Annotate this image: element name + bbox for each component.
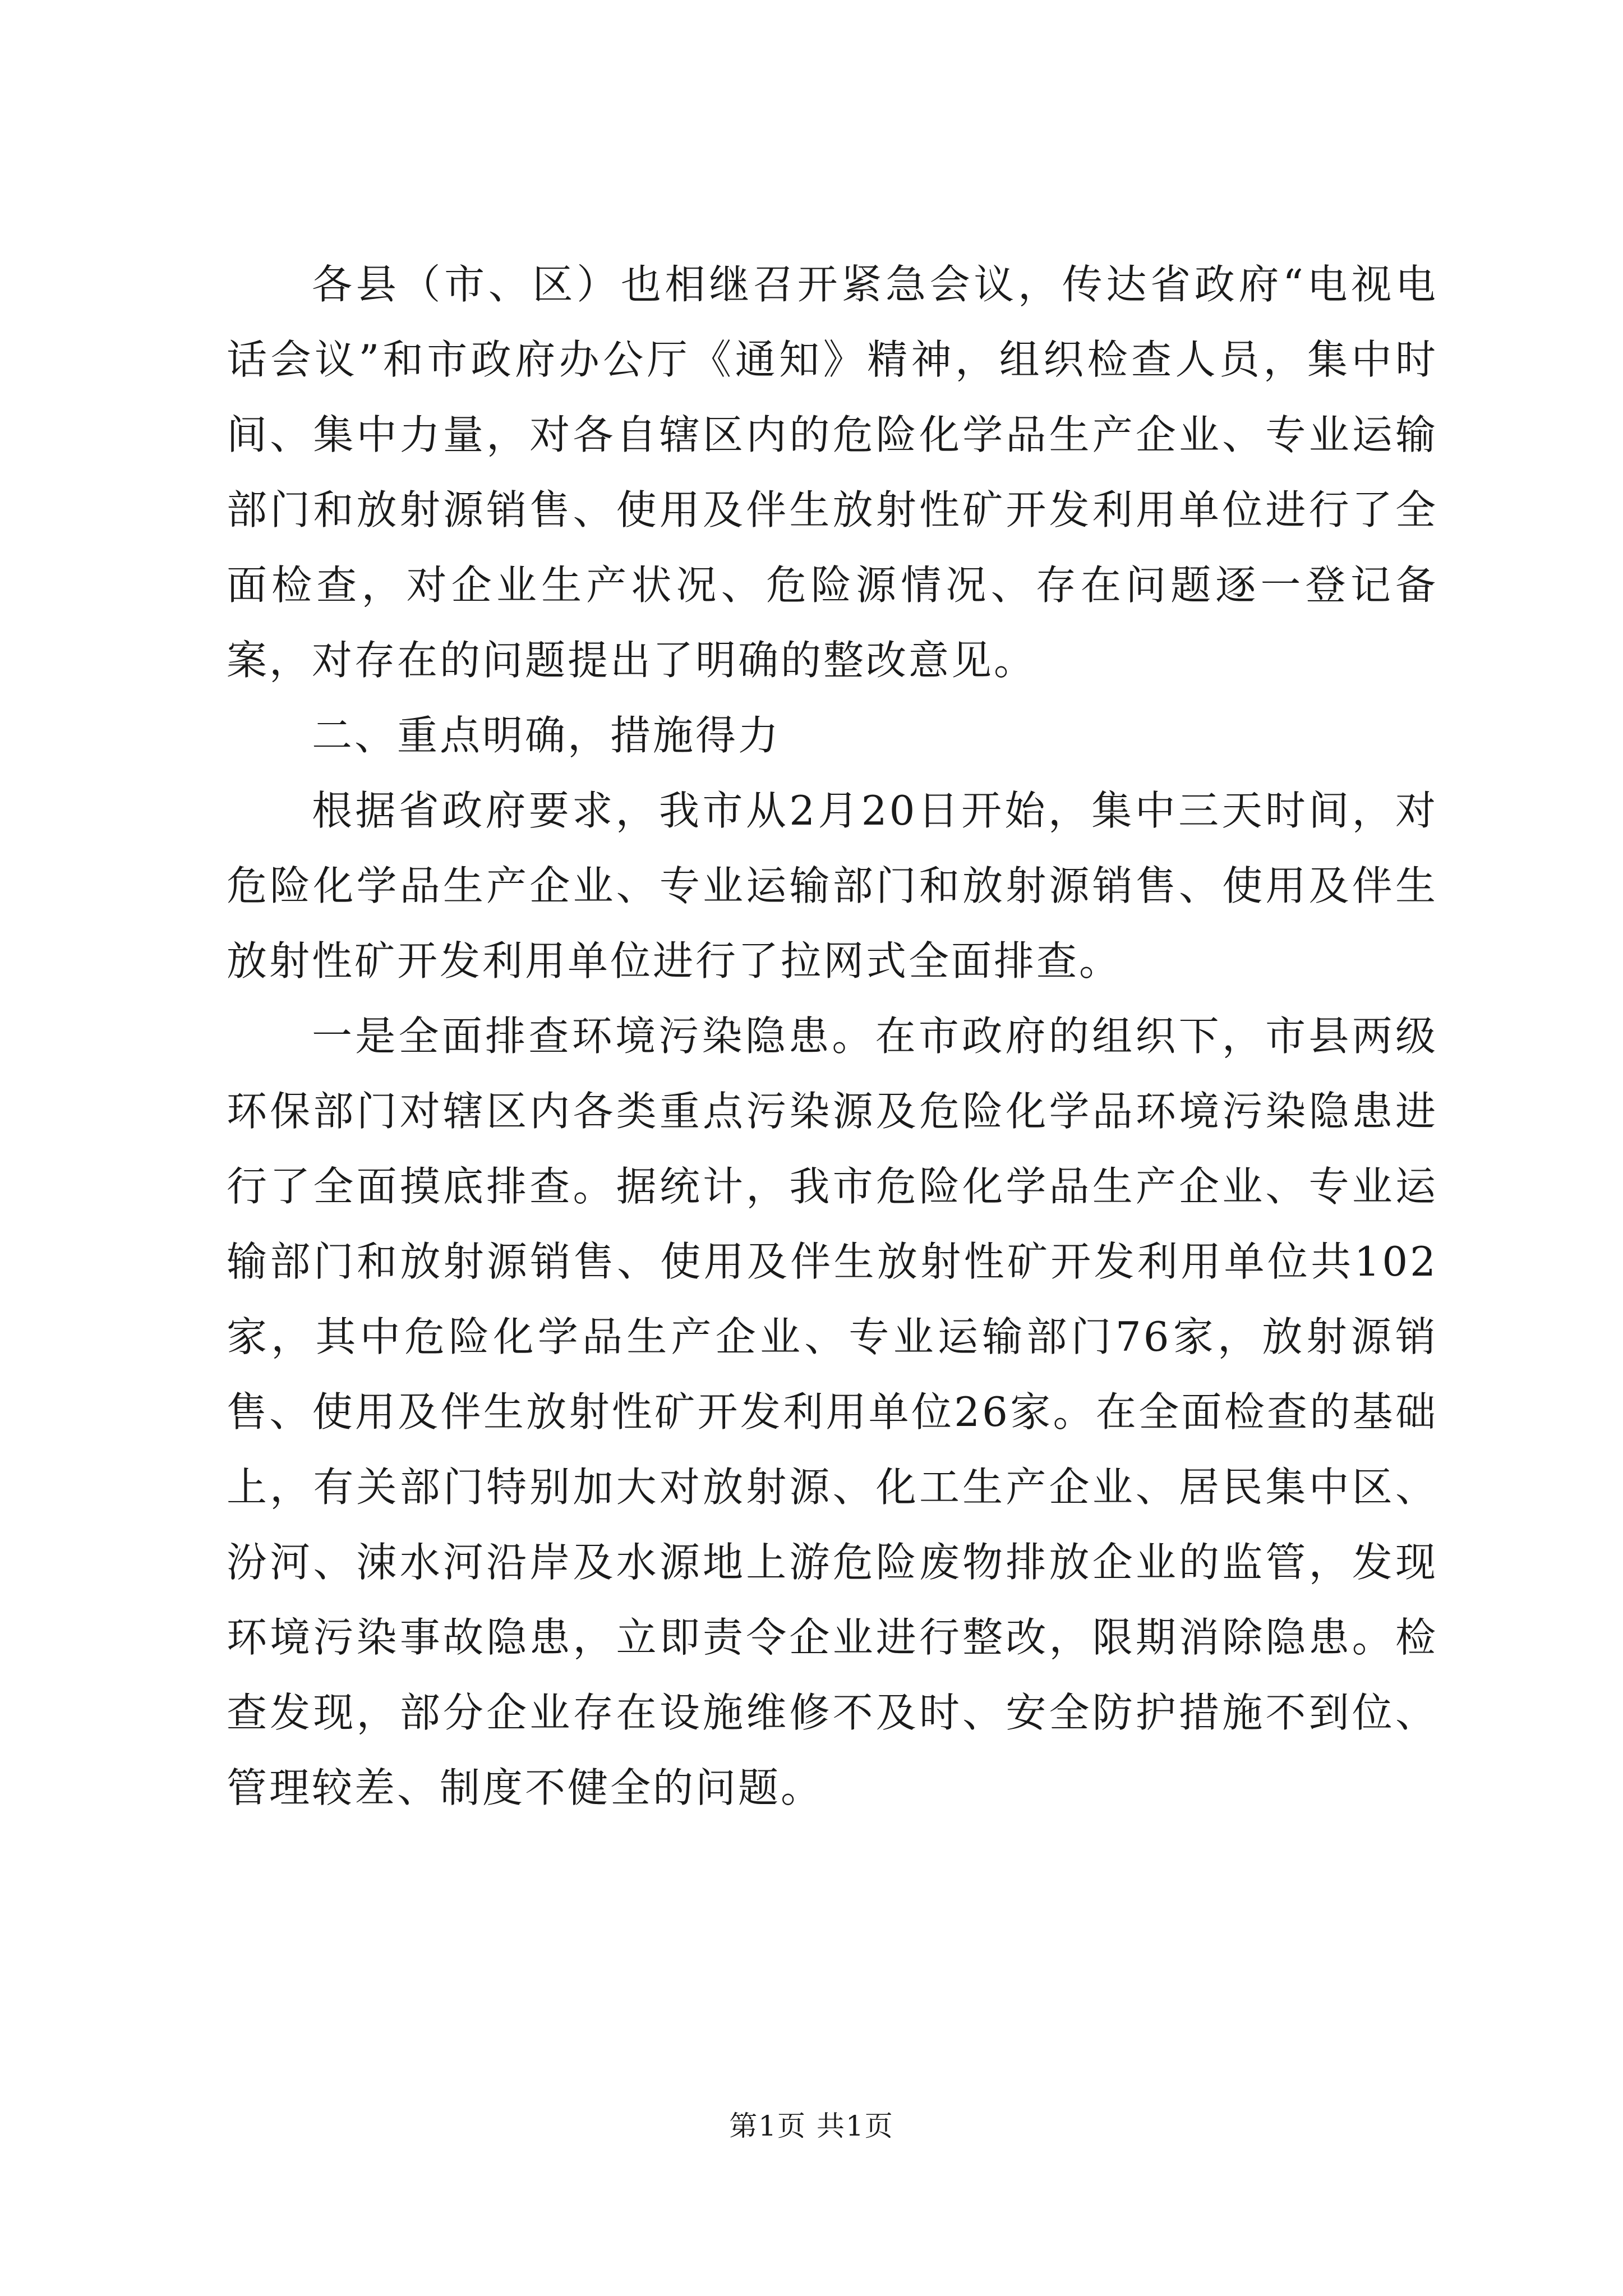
- paragraph-city-inspection: 根据省政府要求，我市从2月20日开始，集中三天时间，对危险化学品生产企业、专业运输部门和放射源销售、使用及伴生放射性矿开发利用单位进行了拉网式全面排查。: [227, 787, 1438, 984]
- section-heading-key-points: 二、重点明确，措施得力: [312, 712, 781, 759]
- page-footer: 第1页 共1页: [729, 2110, 894, 2142]
- paragraph-pollution-hazards: 一是全面排查环境污染隐患。在市政府的组织下，市县两级环保部门对辖区内各类重点污染源及危险化学品环境污染隐患进行了全面摸底排查。据统计，我市危险化学品生产企业、专业运输部门和放射源销售、使用及伴生放射性矿开发利用单位共102家，其中危险化学品生产企业、专业运输部门76家，放射源销售、使用及伴生放射性矿开发利用单位26家。在全面检查的基础上，有关部门特别加大对放射源、化工生产企业、居民集中区、汾河、涑水河沿岸及水源地上游危险废物排放企业的监管，发现环境污染事故隐患，立即责令企业进行整改，限期消除隐患。检查发现，部分企业存在设施维修不及时、安全防护措施不到位、管理较差、制度不健全的问题。: [227, 1013, 1438, 1811]
- document-body: [227, 247, 1438, 1825]
- paragraph-county-meetings: 各县（市、区）也相继召开紧急会议，传达省政府“电视电话会议”和市政府办公厅《通知》精神，组织检查人员，集中时间、集中力量，对各自辖区内的危险化学品生产企业、专业运输部门和放射源销售、使用及伴生放射性矿开发利用单位进行了全面检查，对企业生产状况、危险源情况、存在问题逐一登记备案，对存在的问题提出了明确的整改意见。: [227, 261, 1438, 684]
